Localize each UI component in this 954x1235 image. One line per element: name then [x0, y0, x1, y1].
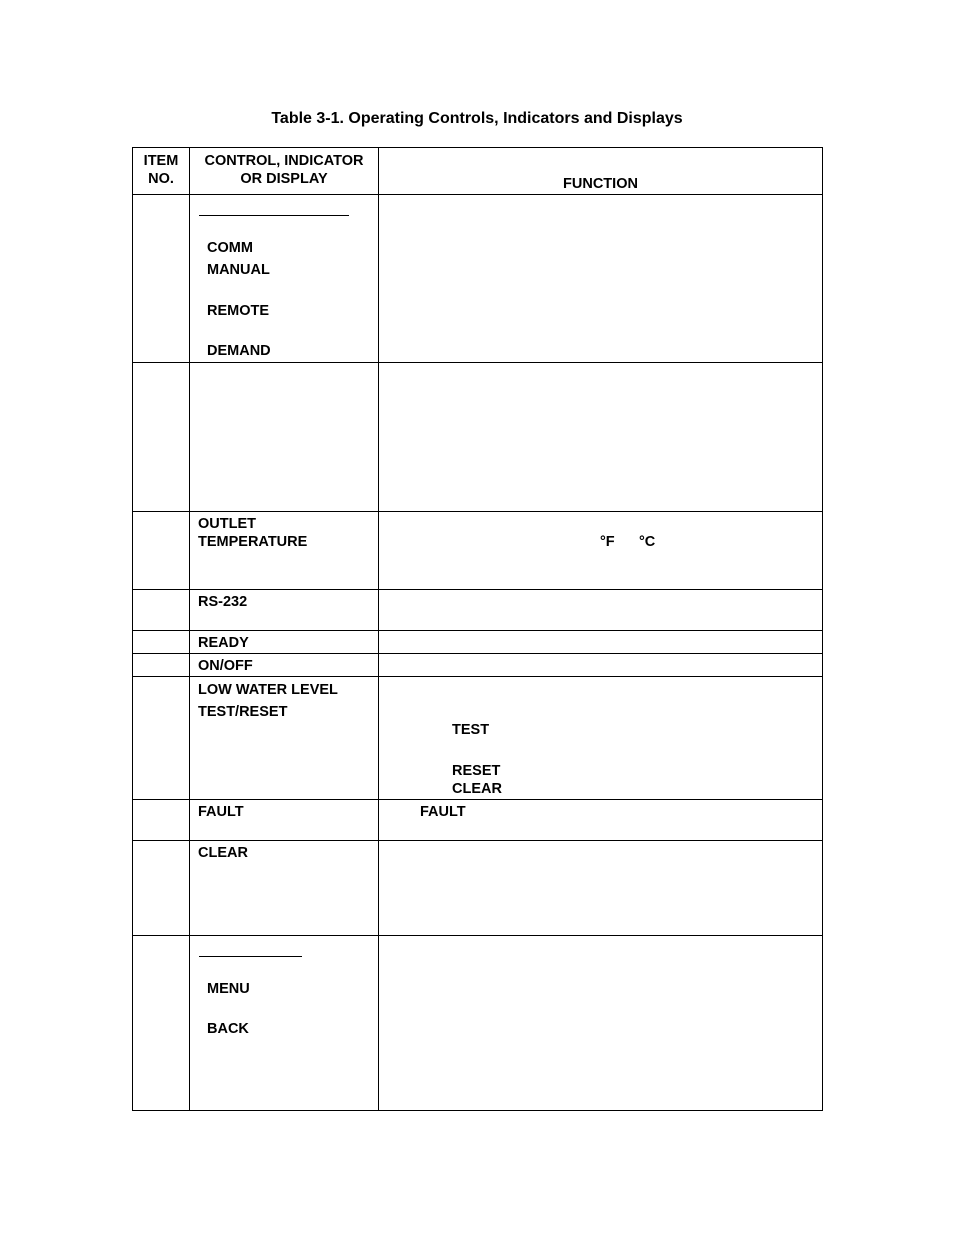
- clear-function-label: CLEAR: [452, 781, 502, 797]
- low-water-level-label: LOW WATER LEVEL: [198, 682, 338, 698]
- row-divider: [133, 799, 822, 800]
- row-divider: [133, 511, 822, 512]
- header-item-no-line2: NO.: [148, 171, 174, 187]
- row-divider: [133, 840, 822, 841]
- header-control-line2: OR DISPLAY: [240, 171, 328, 187]
- row-divider: [133, 630, 822, 631]
- back-label: BACK: [207, 1021, 249, 1037]
- row-divider: [133, 935, 822, 936]
- on-off-label: ON/OFF: [198, 658, 253, 674]
- remote-label: REMOTE: [207, 303, 270, 319]
- manual-label: MANUAL: [207, 262, 270, 278]
- rs232-label: RS-232: [198, 594, 248, 610]
- header-item-no-line1: ITEM: [143, 153, 179, 169]
- test-reset-label: TEST/RESET: [198, 704, 288, 720]
- row-divider: [133, 589, 822, 590]
- ready-label: READY: [198, 635, 249, 651]
- column-divider: [378, 148, 379, 1110]
- temperature-label: TEMPERATURE: [198, 534, 308, 550]
- column-divider: [189, 148, 190, 1110]
- blank-underline: [199, 215, 349, 216]
- fahrenheit-unit: °F: [600, 534, 615, 550]
- test-function-label: TEST: [452, 722, 490, 738]
- row-divider: [133, 653, 822, 654]
- header-function: FUNCTION: [563, 176, 638, 192]
- header-control-line1: CONTROL, INDICATOR: [204, 153, 364, 169]
- comm-label: COMM: [207, 240, 253, 256]
- controls-table: [132, 147, 823, 1111]
- fault-function-label: FAULT: [420, 804, 466, 820]
- fault-label: FAULT: [198, 804, 244, 820]
- blank-underline: [199, 956, 302, 957]
- reset-function-label: RESET: [452, 763, 501, 779]
- celsius-unit: °C: [639, 534, 656, 550]
- demand-label: DEMAND: [207, 343, 271, 359]
- row-divider: [133, 194, 822, 195]
- row-divider: [133, 676, 822, 677]
- outlet-label: OUTLET: [198, 516, 256, 532]
- clear-label: CLEAR: [198, 845, 248, 861]
- table-title: Table 3-1. Operating Controls, Indicators and Displays: [271, 110, 683, 127]
- row-divider: [133, 362, 822, 363]
- menu-label: MENU: [207, 981, 250, 997]
